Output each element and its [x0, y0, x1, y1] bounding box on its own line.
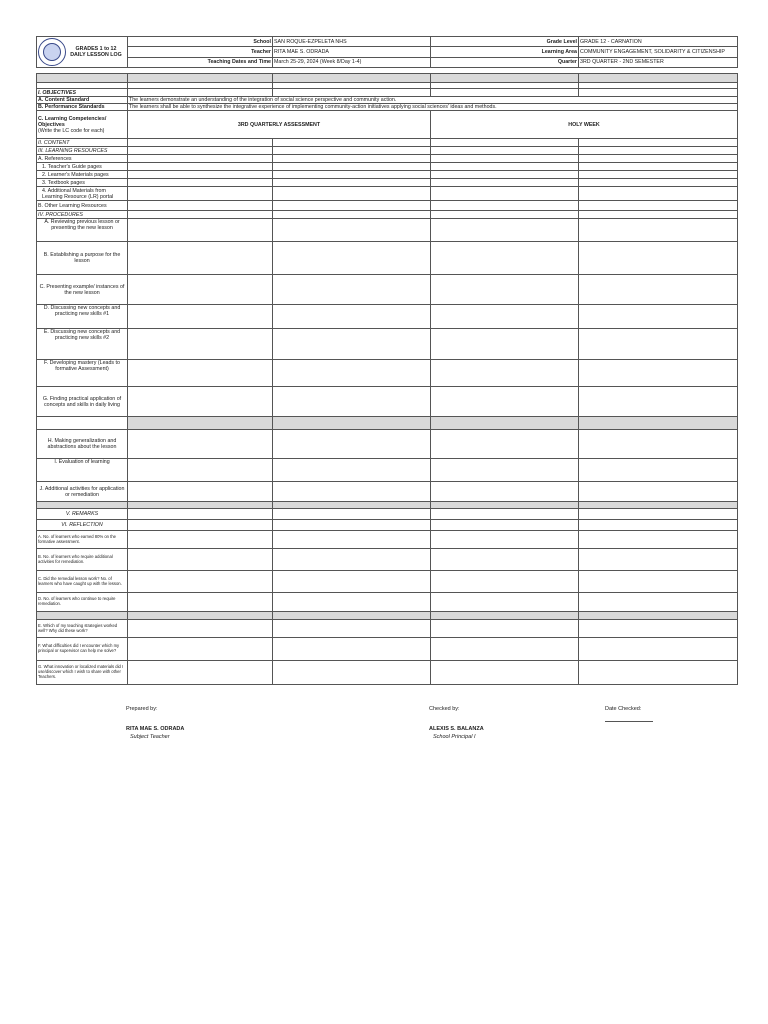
teacher-value: RITA MAE S. ODRADA	[273, 47, 431, 57]
learning-resources-heading: III. LEARNING RESOURCES	[37, 147, 128, 155]
preparer-role: Subject Teacher	[130, 734, 170, 740]
checker-role: School Principal I	[433, 734, 476, 740]
procedures-heading: IV. PROCEDURES	[37, 211, 128, 219]
teaching-dates-value: March 25-29, 2024 (Week 8/Day 1-4)	[273, 57, 431, 67]
learning-area-value: COMMUNITY ENGAGEMENT, SOLIDARITY & CITIZENSHIP	[579, 47, 738, 57]
grades-label: GRADES 1 to 12	[75, 46, 117, 52]
learning-area-label: Learning Area	[431, 47, 579, 57]
procedures-divider-row	[37, 417, 738, 430]
reflection-heading: VI. REFLECTION	[37, 520, 128, 531]
quarterly-assessment-cell: 3RD QUARTERLY ASSESSMENT	[128, 111, 431, 139]
procedure-g-label: G. Finding practical application of concepts and skills in daily living	[37, 387, 128, 417]
date-checked-label: Date Checked:	[605, 706, 642, 712]
reflection-f-label: F. What difficulties did I encounter which my principal or supervisor can help me solve?	[37, 638, 128, 661]
performance-standards-label: B. Performance Standards	[37, 104, 128, 111]
textbook-label: 3. Textbook pages	[37, 179, 128, 187]
quarter-label: Quarter	[431, 57, 579, 67]
prepared-by-label: Prepared by:	[126, 706, 158, 712]
teacher-label: Teacher	[128, 47, 273, 57]
objectives-heading: I. OBJECTIVES	[37, 89, 128, 97]
procedure-j-label: J. Additional activities for application or remediation	[37, 482, 128, 502]
procedure-e-label: E. Discussing new concepts and practicing new skills #2	[37, 329, 128, 360]
date-checked-line	[605, 720, 653, 722]
reflection-c-label: C. Did the remedial lesson work? No. of learners who have caught up with the lesson.	[37, 571, 128, 593]
content-standard-text: The learners demonstrate an understanding of the integration of social science perspective and community action.	[128, 97, 738, 104]
procedure-d-label: D. Discussing new concepts and practicing new skills #1	[37, 305, 128, 329]
holy-week-cell: HOLY WEEK	[431, 111, 738, 139]
checker-name: ALEXIS S. BALANZA	[429, 726, 484, 732]
school-label: School	[128, 37, 273, 47]
lesson-log-table	[36, 36, 738, 685]
log-title: DAILY LESSON LOG	[70, 52, 122, 58]
references-label: A. References	[37, 155, 128, 163]
grade-level-label: Grade Level	[431, 37, 579, 47]
reflection-d-label: D. No. of learners who continue to require remediation.	[37, 593, 128, 612]
reflection-g-label: G. What innovation or localized materials did I use/discover which I wish to share with other Teachers.	[37, 661, 128, 685]
teaching-dates-label: Teaching Dates and Time	[128, 57, 273, 67]
reflection-e-label: E. Which of my teaching strategies worked well? Why did these work?	[37, 620, 128, 638]
remarks-heading: V. REMARKS	[37, 509, 128, 520]
procedure-i-label: I. Evaluation of learning	[37, 459, 128, 482]
remarks-divider-row	[37, 502, 738, 509]
learners-materials-label: 2. Learner's Materials pages	[37, 171, 128, 179]
day-header-row	[37, 74, 738, 83]
learning-competencies-cell	[37, 111, 128, 139]
preparer-name: RITA MAE S. ODRADA	[126, 726, 185, 732]
school-value: SAN ROQUE-EZPELETA NHS	[273, 37, 431, 47]
performance-standards-text: The learners shall be able to synthesize the integrative experience of implementing community-action initiatives applying social sciences' ideas and methods.	[128, 104, 738, 111]
learning-competencies-label: C. Learning Competencies/ Objectives	[38, 115, 107, 128]
reflection-a-label: A. No. of learners who earned 80% on the formative assessment.	[37, 531, 128, 549]
learning-competencies-note: (Write the LC code for each)	[38, 127, 105, 134]
other-resources-label: B. Other Learning Resources	[37, 201, 128, 211]
procedure-f-label: F. Developing mastery (Leads to formative Assessment)	[37, 360, 128, 387]
deped-seal-icon	[38, 38, 66, 66]
teachers-guide-label: 1. Teacher's Guide pages	[37, 163, 128, 171]
content-standard-label: A. Content Standard	[37, 97, 128, 104]
procedure-c-label: C. Presenting example/ instances of the new lesson	[37, 275, 128, 305]
grade-level-value: GRADE 12 - CARNATION	[579, 37, 738, 47]
procedure-a-label: A. Reviewing previous lesson or presenting the new lesson	[37, 219, 128, 242]
reflection-b-label: B. No. of learners who require additional activities for remediation.	[37, 549, 128, 571]
content-heading: II. CONTENT	[37, 139, 128, 147]
additional-materials-label: 4. Additional Materials from Learning Resource (LR) portal	[37, 187, 128, 201]
header-logo-cell	[37, 37, 128, 68]
quarter-value: 3RD QUARTER - 2ND SEMESTER	[579, 57, 738, 67]
daily-lesson-log-sheet	[36, 36, 737, 685]
procedure-b-label: B. Establishing a purpose for the lesson	[37, 242, 128, 275]
reflection-divider-row	[37, 612, 738, 620]
procedure-h-label: H. Making generalization and abstractions about the lesson	[37, 430, 128, 459]
checked-by-label: Checked by:	[429, 706, 460, 712]
